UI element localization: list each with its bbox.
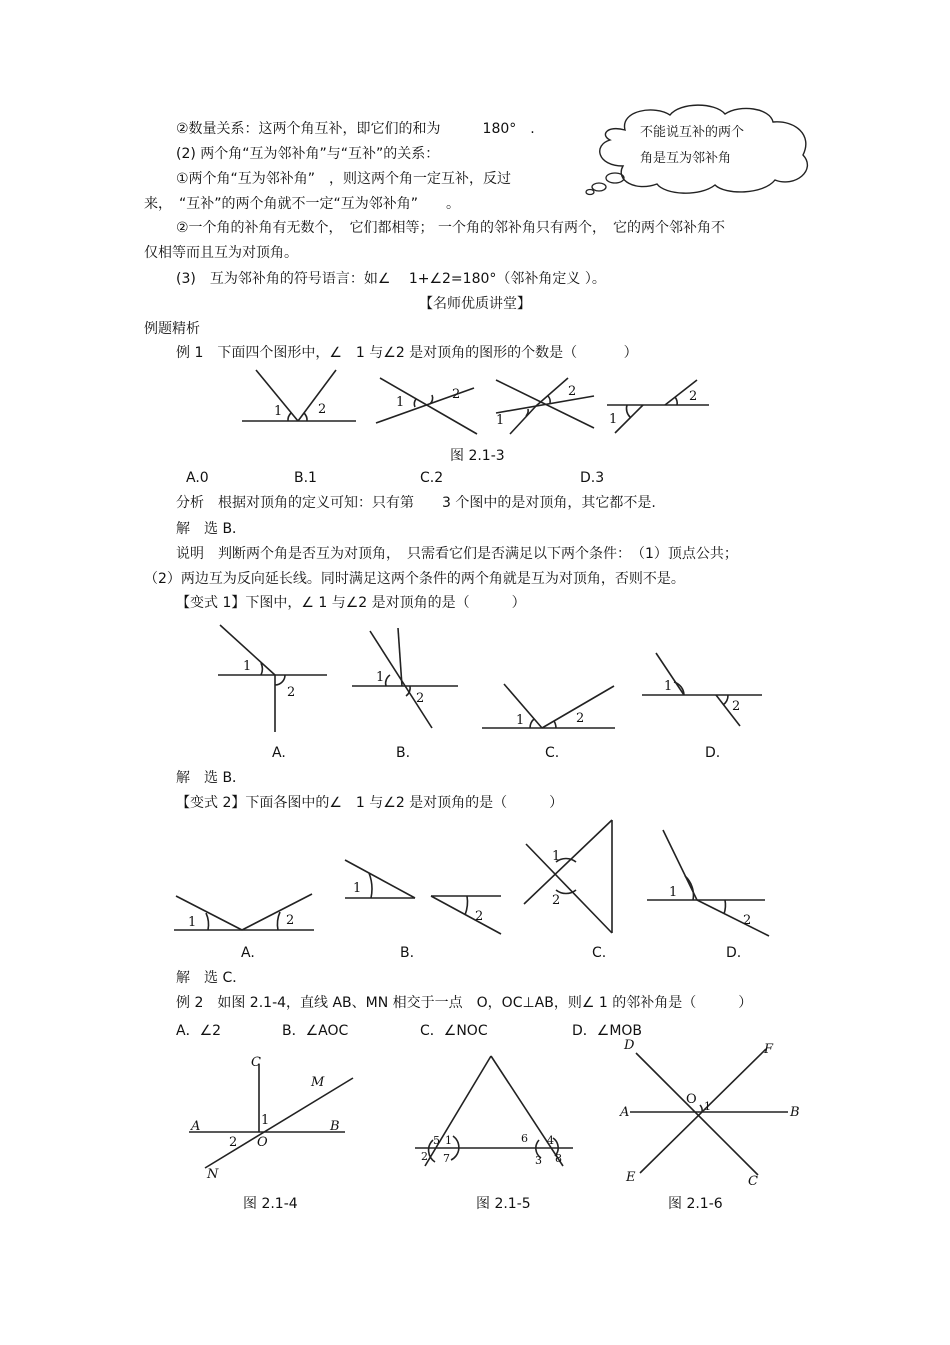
text-line: 解 选 C． [176,970,247,986]
text-line: 例 2 如图 2.1-4，直线 AB、MN 相交于一点 O，OC⊥AB，则∠ 1 的邻补角是（ ） [176,995,753,1011]
option-d: D. [726,945,742,961]
label-D: D [624,1038,635,1053]
cloud-text-2: 角是互为邻补角 [640,151,732,166]
ex1-figure-4 [605,375,715,435]
option-c: C. [592,945,607,961]
label-1: 1 [704,1100,711,1113]
label-2: 2 [286,913,295,928]
figure-caption: 图 2.1-3 [450,448,505,464]
option-a: A．∠2 [176,1023,222,1039]
label-2: 2 [416,691,425,706]
figure-caption: 图 2.1-6 [668,1196,723,1212]
text-line: 例 1 下面四个图形中，∠ 1 与∠2 是对顶角的图形的个数是（ ） [176,345,638,361]
text-line: 解 选 B． [176,521,247,537]
var1-figure-b [350,628,460,733]
label-1: 1 [496,413,505,428]
cloud-text-1: 不能说互补的两个 [640,125,745,140]
label-1: 1 [516,713,525,728]
label-1: 1 [664,679,673,694]
label-6: 6 [521,1132,528,1145]
text-line: 解 选 B． [176,770,247,786]
var2-figure-c [522,818,618,936]
label-3: 3 [535,1154,542,1167]
label-2: 2 [552,893,561,908]
label-1: 1 [188,915,197,930]
text-line: ②数量关系：这两个角互补，即它们的和为 180° . [176,121,535,137]
label-2: 2 [743,913,752,928]
text-line: ①两个角“互为邻补角” ，则这两个角一定互补，反过 [176,171,512,187]
label-2: 2 [475,909,484,924]
label-M: M [311,1075,325,1090]
label-1: 1 [396,395,405,410]
figure-2-1-4 [185,1050,360,1180]
text-line: 来， “互补”的两个角就不一定“互为邻补角” 。 [144,196,461,212]
option-b: B.1 [294,470,317,486]
label-5: 5 [433,1134,440,1147]
var2-figure-d [645,828,773,940]
text-line: 【变式 1】下图中，∠ 1 与∠2 是对顶角的是（ ） [176,595,526,611]
label-2: 2 [689,389,698,404]
text-line: (3) 互为邻补角的符号语言：如∠ 1+∠2=180°（邻补角定义 ）。 [176,271,606,287]
label-1: 1 [445,1134,452,1147]
var2-figure-a [172,890,317,935]
label-7: 7 [443,1152,450,1165]
option-b: B. [400,945,415,961]
label-1: 1 [669,885,678,900]
text-line: 例题精析 [144,321,200,337]
ex1-figure-2 [372,368,482,438]
label-2: 2 [229,1135,238,1150]
var1-figure-a [215,620,330,735]
label-8: 8 [555,1152,562,1165]
var1-figure-c [480,682,618,730]
label-2: 2 [732,699,741,714]
option-d: D. [705,745,721,761]
label-1: 1 [609,412,618,427]
figure-caption: 图 2.1-4 [243,1196,298,1212]
label-E: E [626,1170,636,1185]
option-b: B. [396,745,411,761]
option-a: A. [241,945,255,961]
label-O: O [686,1092,697,1107]
ex1-figure-1 [240,368,360,428]
option-b: B．∠AOC [282,1023,349,1039]
label-C: C [251,1055,261,1070]
label-O: O [257,1135,268,1150]
label-1: 1 [243,659,252,674]
figure-caption: 图 2.1-5 [476,1196,531,1212]
label-A: A [620,1105,630,1120]
text-line: (2) 两个角“互为邻补角”与“互补”的关系： [176,146,440,162]
label-1: 1 [353,881,362,896]
label-4: 4 [547,1134,554,1147]
option-c: C．∠NOC [420,1023,488,1039]
label-B: B [790,1105,800,1120]
option-a: A. [272,745,286,761]
text-line: 【变式 2】下面各图中的∠ 1 与∠2 是对顶角的是（ ） [176,795,564,811]
text-line: 仅相等而且互为对顶角。 [144,245,298,261]
label-2: 2 [568,384,577,399]
label-2: 2 [287,685,296,700]
text-line: 分析 根据对顶角的定义可知：只有第 3 个图中的是对顶角，其它都不是. [176,495,656,511]
text-line: 说明 判断两个角是否互为对顶角， 只需看它们是否满足以下两个条件： （1）顶点公共； [176,546,738,562]
figure-2-1-5 [413,1052,578,1170]
option-d: D．∠MOB [572,1023,643,1039]
label-1: 1 [552,849,561,864]
label-A: A [191,1119,201,1134]
label-N: N [207,1167,219,1182]
text-line: ②一个角的补角有无数个， 它们都相等； 一个角的邻补角只有两个， 它的两个邻补角不 [176,220,725,236]
label-2: 2 [318,402,327,417]
option-d: D.3 [580,470,605,486]
label-1: 1 [274,404,283,419]
var2-figure-b [343,858,508,938]
option-a: A.0 [186,470,209,486]
var1-figure-d [640,650,765,730]
label-B: B [330,1119,340,1134]
option-c: C. [545,745,560,761]
section-heading: 【名师优质讲堂】 [419,296,531,312]
cloud-callout [585,100,820,195]
ex1-figure-3 [490,368,600,438]
label-1: 1 [261,1113,270,1128]
label-2: 2 [452,387,461,402]
label-1: 1 [376,670,385,685]
option-c: C.2 [420,470,444,486]
label-2: 2 [421,1150,428,1163]
label-F: F [764,1042,774,1057]
figure-2-1-6 [618,1035,808,1190]
label-C: C [748,1174,758,1189]
label-2: 2 [576,711,585,726]
text-line: （2）两边互为反向延长线。同时满足这两个条件的两个角就是互为对顶角，否则不是。 [144,571,685,587]
